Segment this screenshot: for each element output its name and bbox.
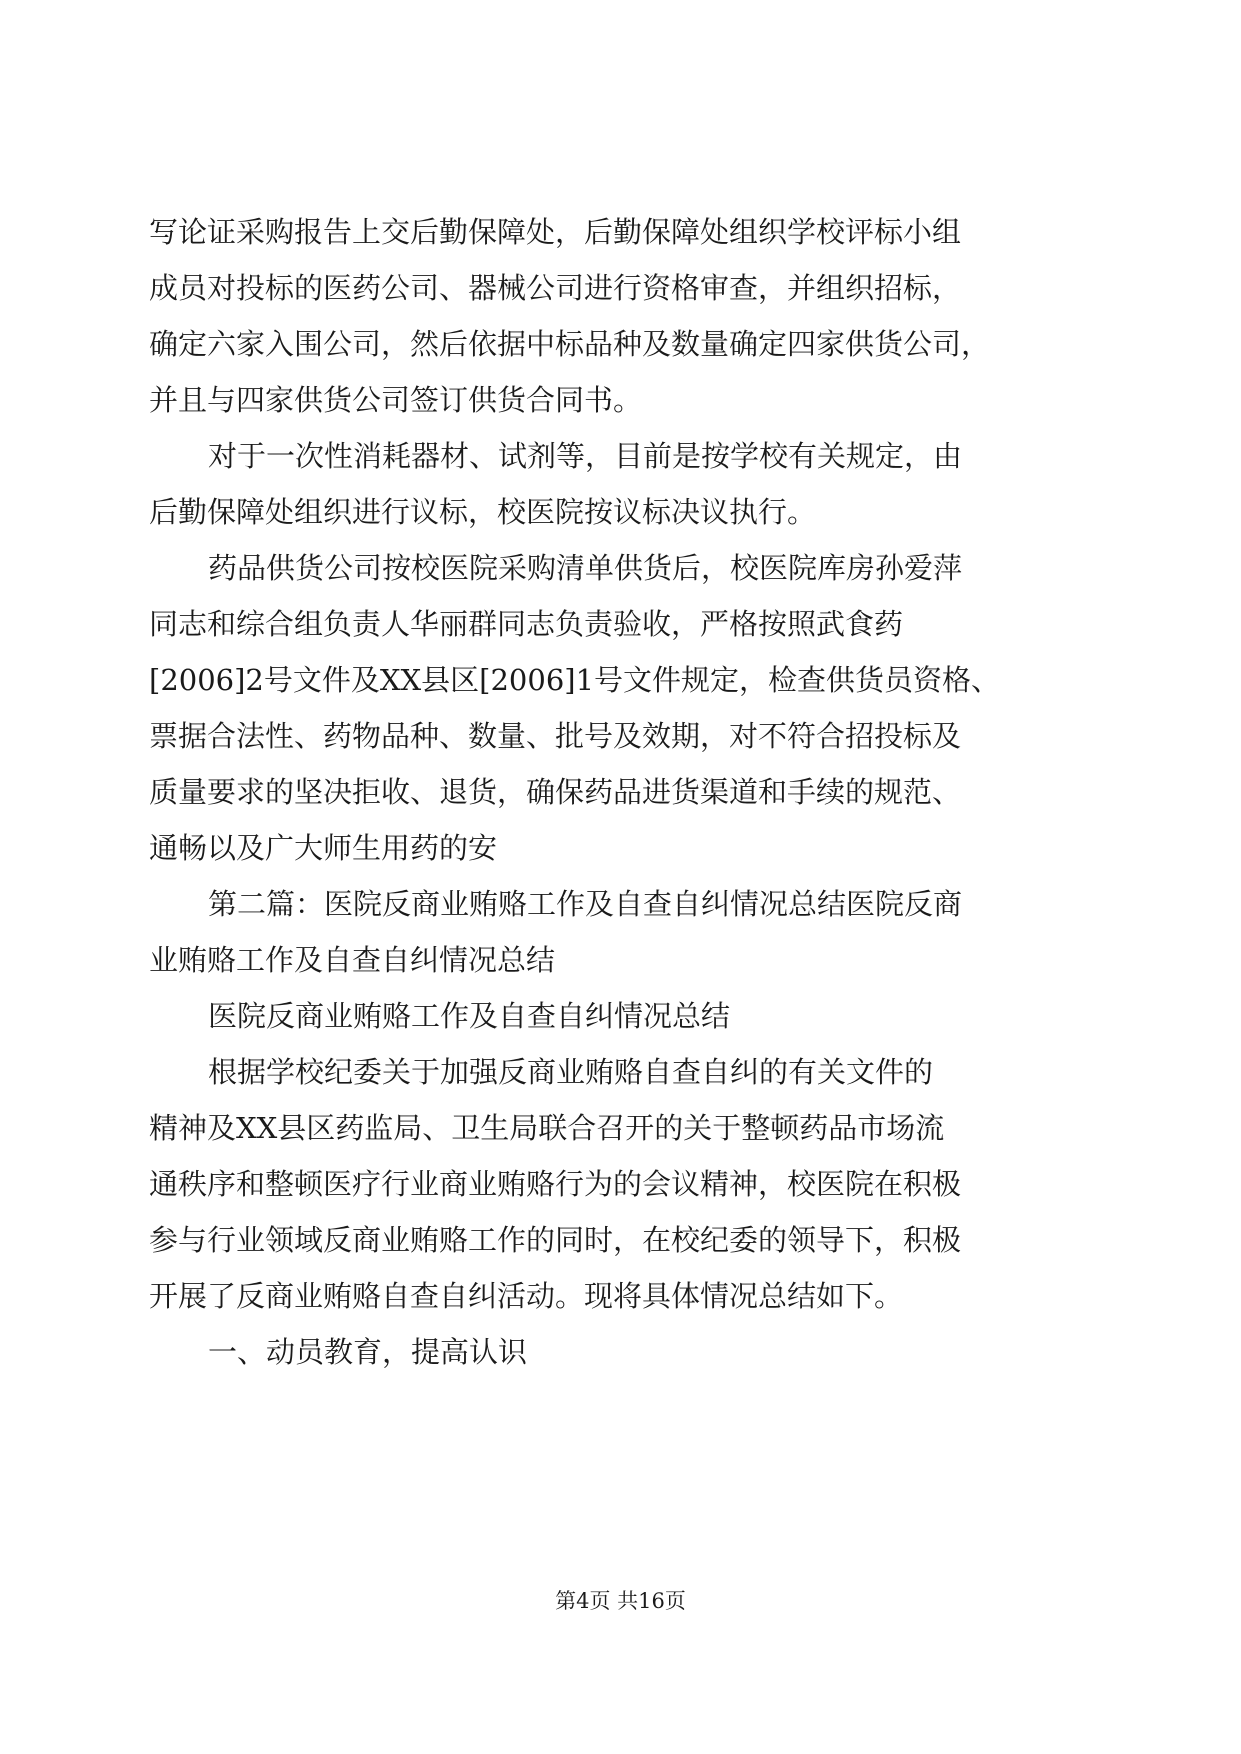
text-line: 通畅以及广大师生用药的安 [149, 831, 498, 865]
text-line: 开展了反商业贿赂自查自纠活动。现将具体情况总结如下。 [149, 1279, 904, 1313]
text-line: 质量要求的坚决拒收、退货，确保药品进货渠道和手续的规范、 [149, 775, 962, 809]
text-line: 根据学校纪委关于加强反商业贿赂自查自纠的有关文件的 [208, 1055, 934, 1089]
text-line: 参与行业领域反商业贿赂工作的同时，在校纪委的领导下，积极 [149, 1223, 962, 1257]
text-line: 后勤保障处组织进行议标，校医院按议标决议执行。 [149, 495, 817, 529]
subsection-heading: 一、动员教育，提高认识 [208, 1335, 528, 1369]
section-heading: 第二篇：医院反商业贿赂工作及自查自纠情况总结医院反商 [208, 887, 963, 921]
text-line: 写论证采购报告上交后勤保障处，后勤保障处组织学校评标小组 [149, 215, 962, 249]
text-line: 并且与四家供货公司签订供货合同书。 [149, 383, 643, 417]
text-line: 精神及XX县区药监局、卫生局联合召开的关于整顿药品市场流 [149, 1111, 945, 1145]
text-line: [2006]2号文件及XX县区[2006]1号文件规定，检查供货员资格、 [149, 663, 1001, 697]
text-line: 对于一次性消耗器材、试剂等，目前是按学校有关规定，由 [208, 439, 963, 473]
section-heading: 业贿赂工作及自查自纠情况总结 [149, 943, 556, 977]
text-line: 通秩序和整顿医疗行业商业贿赂行为的会议精神，校医院在积极 [149, 1167, 962, 1201]
text-line: 票据合法性、药物品种、数量、批号及效期，对不符合招投标及 [149, 719, 962, 753]
text-line: 药品供货公司按校医院采购清单供货后，校医院库房孙爱萍 [208, 551, 963, 585]
document-title: 医院反商业贿赂工作及自查自纠情况总结 [208, 999, 731, 1033]
text-line: 成员对投标的医药公司、器械公司进行资格审查，并组织招标， [149, 271, 962, 305]
text-line: 同志和综合组负责人华丽群同志负责验收，严格按照武食药 [149, 607, 904, 641]
text-line: 确定六家入围公司，然后依据中标品种及数量确定四家供货公司， [149, 327, 991, 361]
page-number-footer: 第4页 共16页 [555, 1589, 686, 1613]
